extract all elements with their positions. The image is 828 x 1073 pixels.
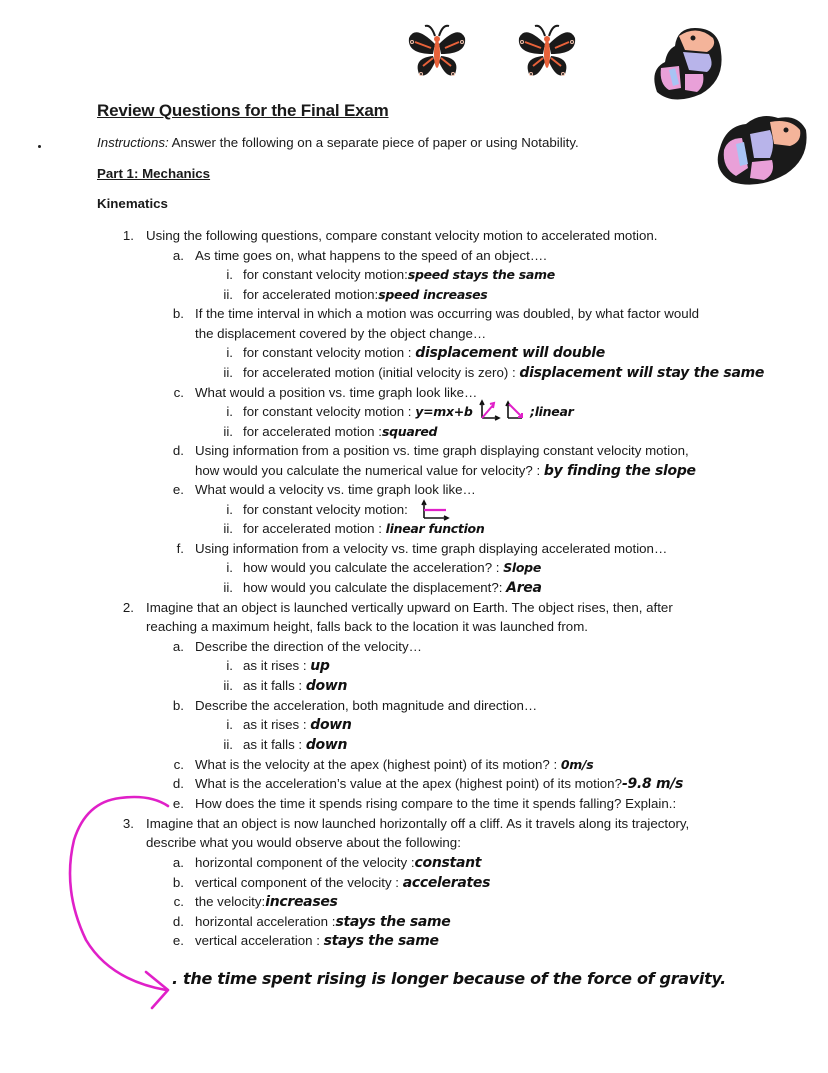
question-text: Using the following questions, compare constant velocity motion to accelerated motion.	[146, 228, 658, 243]
item-label: a.	[172, 855, 184, 870]
item-label: e.	[172, 482, 184, 497]
stray-mark	[38, 145, 41, 148]
item-label: a.	[172, 639, 184, 654]
handwritten-answer: -9.8 m/s	[621, 776, 684, 792]
item-text: for accelerated motion:	[243, 287, 379, 302]
handwritten-answer: stays the same	[335, 914, 451, 930]
item-label: b.	[172, 875, 184, 890]
item-text: how would you calculate the displacement?:	[243, 580, 503, 595]
item-text: What is the velocity at the apex (highest point) of its motion? :	[195, 757, 558, 772]
item-text: horizontal acceleration :	[195, 914, 336, 929]
item-label: ii.	[223, 737, 233, 752]
handwritten-answer-suffix: ;linear	[530, 404, 574, 419]
item-label: ii.	[223, 521, 233, 536]
item-label: c.	[173, 757, 184, 772]
item-text: Describe the direction of the velocity…	[195, 639, 422, 654]
question-number: 1.	[122, 228, 134, 243]
item-text: horizontal component of the velocity :	[195, 855, 415, 870]
item-text: as it rises :	[243, 717, 307, 732]
instructions	[97, 135, 579, 150]
item-label: b.	[172, 306, 184, 321]
item-text: for constant velocity motion :	[243, 345, 412, 360]
lay-swirl-sticker-icon	[712, 108, 812, 190]
item-text: What would a position vs. time graph look like…	[195, 385, 478, 400]
item-text: Using information from a position vs. time graph displaying constant velocity motion,	[195, 443, 689, 458]
item-text: As time goes on, what happens to the speed of an object….	[195, 248, 547, 263]
item-label: i.	[226, 658, 233, 673]
position-graph-sketch-icon	[478, 398, 528, 422]
handwritten-answer: accelerates	[402, 875, 491, 891]
item-label: ii.	[223, 424, 233, 439]
question-1d-continued	[195, 461, 696, 481]
item-text: as it falls :	[243, 678, 303, 693]
item-text: Describe the acceleration, both magnitude and direction…	[195, 698, 538, 713]
item-label: i.	[226, 560, 233, 575]
handwritten-answer: 0m/s	[560, 757, 594, 772]
question-number: 2.	[122, 600, 134, 615]
item-label: ii.	[223, 365, 233, 380]
item-text: What would a velocity vs. time graph look like…	[195, 482, 476, 497]
item-text: as it falls :	[243, 737, 303, 752]
lay-heart-sticker-icon	[645, 22, 735, 104]
part-heading: Part 1: Mechanics	[97, 166, 211, 181]
item-text: for constant velocity motion :	[243, 404, 412, 419]
item-label: e.	[172, 933, 184, 948]
handwritten-answer: squared	[381, 424, 438, 439]
handwritten-answer: linear function	[385, 521, 485, 536]
handwritten-answer: constant	[414, 855, 482, 871]
butterfly-sticker-1-icon	[405, 18, 470, 83]
item-label: c.	[173, 385, 184, 400]
item-text-continued: the displacement covered by the object change…	[195, 326, 487, 341]
item-label: a.	[172, 248, 184, 263]
question-text-continued: describe what you would observe about the following:	[146, 835, 461, 850]
item-text: How does the time it spends rising compare to the time it spends falling? Explain.:	[195, 796, 677, 811]
item-text: What is the acceleration’s value at the apex (highest point) of its motion?	[195, 776, 622, 791]
item-text: how would you calculate the acceleration? :	[243, 560, 500, 575]
question-number: 3.	[122, 816, 134, 831]
section-heading: Kinematics	[97, 196, 168, 211]
item-label: d.	[172, 776, 184, 791]
item-label: c.	[173, 894, 184, 909]
page-title: Review Questions for the Final Exam	[97, 101, 389, 120]
item-text: for accelerated motion :	[243, 521, 382, 536]
item-text: for constant velocity motion:	[243, 267, 408, 282]
item-label: ii.	[223, 678, 233, 693]
question-text: Imagine that an object is now launched horizontally off a cliff. As it travels along its trajectory,	[146, 816, 690, 831]
item-label: e.	[172, 796, 184, 811]
item-text: as it rises :	[243, 658, 307, 673]
handwritten-answer: speed stays the same	[407, 267, 555, 282]
handwritten-answer: speed increases	[378, 287, 488, 302]
handwritten-answer: Area	[506, 580, 542, 596]
item-label: d.	[172, 914, 184, 929]
item-text: If the time interval in which a motion was occurring was doubled, by what factor would	[195, 306, 700, 321]
handwritten-answer: stays the same	[323, 933, 439, 949]
handwritten-explanation: . the time spent rising is longer because of the force of gravity.	[172, 969, 726, 988]
velocity-graph-sketch-icon	[420, 499, 452, 521]
item-label: ii.	[223, 580, 233, 595]
item-label: i.	[226, 267, 233, 282]
handwritten-answer: displacement will stay the same	[519, 365, 765, 381]
item-label: i.	[226, 404, 233, 419]
handwritten-answer: increases	[265, 894, 338, 910]
item-label: d.	[172, 443, 184, 458]
handwritten-answer: y=mx+b	[415, 404, 473, 419]
item-label: f.	[176, 541, 184, 556]
item-label: i.	[226, 345, 233, 360]
item-label: ii.	[223, 287, 233, 302]
question-text-continued: reaching a maximum height, falls back to the location it was launched from.	[146, 619, 588, 634]
handwritten-answer: Slope	[503, 560, 542, 575]
item-text: for accelerated motion :	[243, 424, 382, 439]
handwritten-answer: up	[310, 658, 330, 674]
item-text: vertical component of the velocity :	[195, 875, 399, 890]
item-label: b.	[172, 698, 184, 713]
item-text-continued: how would you calculate the numerical value for velocity? :	[195, 463, 541, 478]
item-label: i.	[226, 717, 233, 732]
question-text: Imagine that an object is launched vertically upward on Earth. The object rises, then, after	[146, 600, 673, 615]
item-text: the velocity:	[195, 894, 266, 909]
instructions-text: Answer the following on a separate piece of paper or using Notability.	[168, 135, 579, 150]
handwritten-answer: by finding the slope	[543, 463, 696, 479]
item-label: i.	[226, 502, 233, 517]
handwritten-answer: down	[305, 737, 348, 753]
instructions-label: Instructions:	[97, 135, 169, 150]
handwritten-answer: down	[310, 717, 352, 733]
item-text: for constant velocity motion:	[243, 502, 408, 517]
curved-arrow-annotation-icon	[0, 780, 200, 1020]
item-text: for accelerated motion (initial velocity is zero) :	[243, 365, 516, 380]
handwritten-answer: down	[305, 678, 348, 694]
item-text: Using information from a velocity vs. time graph displaying accelerated motion…	[195, 541, 668, 556]
butterfly-sticker-2-icon	[515, 18, 580, 83]
item-text: vertical acceleration :	[195, 933, 320, 948]
handwritten-answer: displacement will double	[415, 345, 605, 361]
